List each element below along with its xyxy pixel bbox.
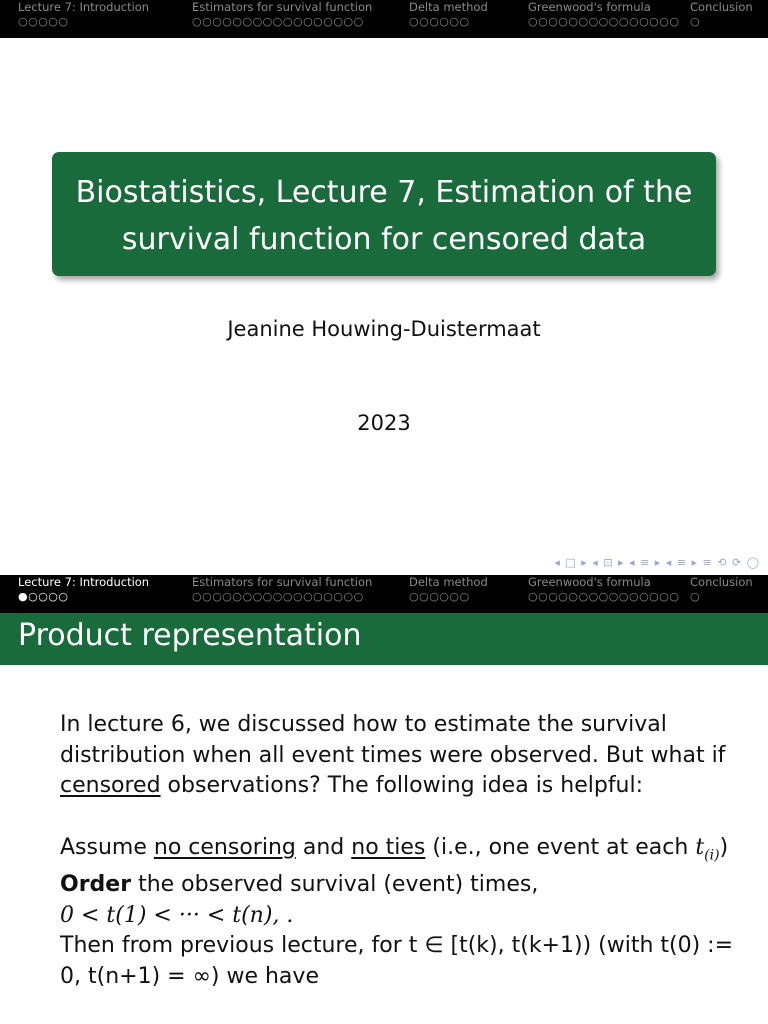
date: 2023 (357, 411, 411, 435)
nav-section-conclusion[interactable]: Conclusion ○ (690, 0, 753, 28)
nav-dots[interactable]: ○ (690, 15, 701, 28)
bold-term: Order (60, 872, 132, 898)
nav-dots[interactable]: ○○○○○○ (409, 590, 470, 603)
slide-body (60, 710, 750, 992)
nav-section-introduction[interactable]: Lecture 7: Introduction ●○○○○ (18, 575, 150, 603)
nav-dots[interactable]: ○○○○○○○○○○○○○○○○○ (192, 590, 364, 603)
author: Jeanine Houwing-Duistermaat (227, 317, 541, 341)
nav-dots[interactable]: ○ (690, 590, 701, 603)
nav-section-delta-method[interactable]: Delta method ○○○○○○ (409, 575, 488, 603)
underlined-term: no ties (351, 834, 426, 860)
nav-section-greenwood[interactable]: Greenwood's formula ○○○○○○○○○○○○○○○ (528, 575, 680, 603)
nav-section-estimators[interactable]: Estimators for survival function ○○○○○○○○○○○○○○○○○ (192, 575, 373, 603)
title-line-1: Biostatistics, Lecture 7, Estimation of the (75, 175, 693, 210)
navigation-bar (0, 0, 768, 38)
nav-section-conclusion[interactable]: Conclusion ○ (690, 575, 753, 603)
paragraph-then: Then from previous lecture, for t ∈ [t(k), t(k+1)) (with t(0) := 0, t(n+1) = ∞) we have (60, 933, 734, 989)
paragraph-assumption: Assume no censoring and no ties (i.e., one event at each $t_{(i)}$) (60, 834, 729, 863)
math-t-i: $t_{(i)}$ (695, 834, 720, 863)
frame-title: Product representation (0, 613, 768, 665)
title-line-2: survival function for censored data (121, 222, 647, 257)
paragraph-intro: In lecture 6, we discussed how to estimate the survival distribution when all event times were observed. But what if censored observations? The following idea is helpful: (60, 712, 726, 798)
nav-dots[interactable]: ●○○○○ (18, 590, 69, 603)
nav-dots[interactable]: ○○○○○○ (409, 15, 470, 28)
nav-section-introduction[interactable]: Lecture 7: Introduction ○○○○○ (18, 0, 150, 28)
nav-dots[interactable]: ○○○○○ (18, 15, 69, 28)
underlined-term: no censoring (153, 834, 296, 860)
paragraph-order: Order the observed survival (event) times, (60, 872, 539, 898)
underlined-term: censored (60, 773, 161, 798)
math-ordering: 0 < t(1) < ··· < t(n), . (60, 902, 294, 928)
nav-section-delta-method[interactable]: Delta method ○○○○○○ (409, 0, 488, 28)
nav-dots[interactable]: ○○○○○○○○○○○○○○○○○ (192, 15, 364, 28)
navigation-bar (0, 575, 768, 613)
slide-product-representation (0, 575, 768, 1024)
nav-section-estimators[interactable]: Estimators for survival function ○○○○○○○○○○○○○○○○○ (192, 0, 373, 28)
title-block (52, 152, 716, 276)
nav-dots[interactable]: ○○○○○○○○○○○○○○○ (528, 590, 680, 603)
beamer-navigation-controls[interactable]: ◂ □ ▸ ◂ ⊡ ▸ ◂ ≡ ▸ ◂ ≡ ▸ ≡ ⟲ ⟳ ◯ (554, 556, 760, 569)
nav-dots[interactable]: ○○○○○○○○○○○○○○○ (528, 15, 680, 28)
nav-section-greenwood[interactable]: Greenwood's formula ○○○○○○○○○○○○○○○ (528, 0, 680, 28)
